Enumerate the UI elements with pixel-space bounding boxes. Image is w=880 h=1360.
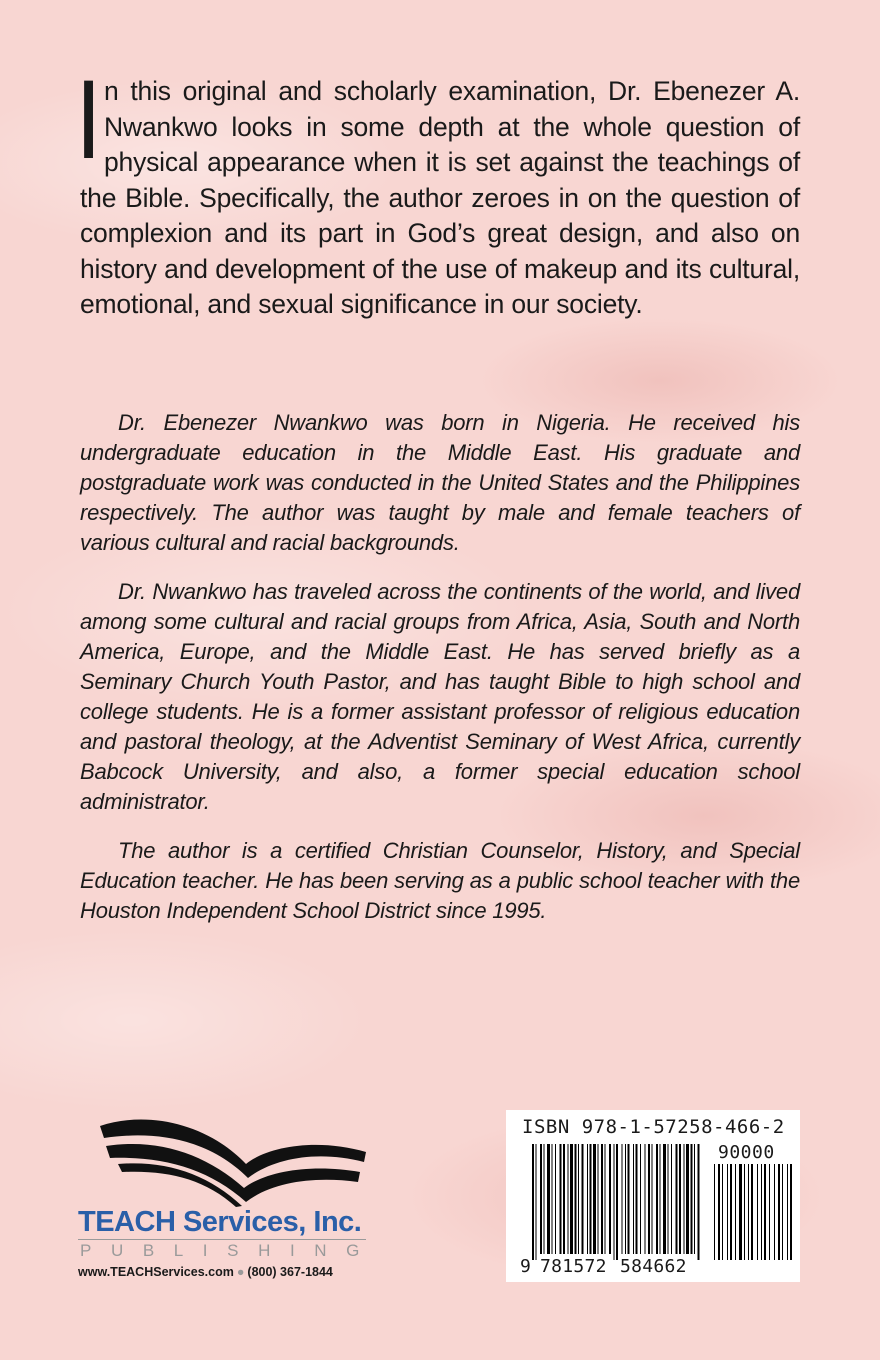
barcode-digit-group-1: 781572 bbox=[540, 1256, 607, 1277]
barcode-bar bbox=[640, 1144, 641, 1254]
drop-cap: I bbox=[80, 57, 98, 182]
price-barcode-bar bbox=[722, 1164, 723, 1260]
open-book-icon bbox=[78, 1112, 378, 1207]
logo-divider bbox=[78, 1239, 366, 1240]
price-barcode-bar bbox=[769, 1164, 770, 1260]
barcode-bar bbox=[593, 1144, 596, 1254]
price-barcode-bar bbox=[739, 1164, 742, 1260]
publisher-subtitle: PUBLISHING bbox=[80, 1241, 379, 1260]
price-barcode-bar bbox=[787, 1164, 788, 1260]
publisher-name: TEACH Services, Inc. bbox=[78, 1206, 362, 1238]
barcode-bar bbox=[645, 1144, 646, 1254]
barcode-bar bbox=[578, 1144, 579, 1254]
barcode-bar bbox=[698, 1144, 700, 1260]
barcode-bar bbox=[540, 1144, 542, 1254]
author-bio bbox=[80, 408, 800, 945]
price-barcode-bar bbox=[761, 1164, 762, 1260]
price-barcode-bar bbox=[790, 1164, 792, 1260]
barcode-bar bbox=[575, 1144, 577, 1254]
barcode-digit-group-2: 584662 bbox=[620, 1256, 687, 1277]
barcode-bar bbox=[609, 1144, 611, 1254]
barcode-bar bbox=[648, 1144, 650, 1254]
barcode-bar bbox=[547, 1144, 550, 1254]
barcode-bar bbox=[676, 1144, 678, 1254]
barcode-bar bbox=[628, 1144, 630, 1254]
price-barcode-bar bbox=[730, 1164, 732, 1260]
price-barcode-bar bbox=[744, 1164, 745, 1260]
barcode-bar bbox=[686, 1144, 689, 1254]
barcode-bar bbox=[636, 1144, 638, 1254]
barcode-bar bbox=[679, 1144, 681, 1254]
barcode-bar bbox=[590, 1144, 592, 1254]
barcode-bar bbox=[663, 1144, 666, 1254]
price-barcode-bar bbox=[714, 1164, 715, 1260]
barcode-bar bbox=[582, 1144, 584, 1254]
barcode-bar bbox=[625, 1144, 626, 1254]
barcode-bar bbox=[691, 1144, 693, 1254]
isbn-label: ISBN 978-1-57258-466-2 bbox=[522, 1116, 785, 1138]
bio-paragraph: Dr. Ebenezer Nwankwo was born in Nigeria. He received his undergraduate education in the Middle East. His graduate and postgraduate work was conducted in the United States and the Philippines respectively. The author was taught by male and female teachers of various cultural and racial backgrounds. bbox=[80, 410, 800, 555]
publisher-contact bbox=[78, 1265, 378, 1279]
barcode-bar bbox=[622, 1144, 623, 1254]
barcode-bar bbox=[656, 1144, 658, 1254]
barcode-bar bbox=[587, 1144, 588, 1254]
price-barcode-bar bbox=[778, 1164, 780, 1260]
barcode-bar bbox=[568, 1144, 569, 1254]
price-barcode-bar bbox=[757, 1164, 758, 1260]
bio-paragraph: The author is a certified Christian Counselor, History, and Special Education teacher. He has been serving as a public school teacher with the Houston Independent School District since 1995. bbox=[80, 838, 800, 923]
publisher-phone: (800) 367-1844 bbox=[247, 1265, 333, 1279]
barcode-bar bbox=[598, 1144, 599, 1254]
price-code: 90000 bbox=[718, 1142, 775, 1163]
barcode-bar bbox=[555, 1144, 556, 1254]
bio-paragraph: Dr. Nwankwo has traveled across the continents of the world, and lived among some cultural and racial groups from Africa, Asia, South and North America, Europe, and the Middle East. He has served briefly as a Seminary Church Youth Pastor, and has taught Bible to high school and college students. He is a former assistant professor of religious education and pastoral theology, at the Adventist Seminary of West Africa, currently Babcock University, and also, a former special education school administrator. bbox=[80, 579, 800, 814]
bullet-icon: ● bbox=[236, 1265, 245, 1279]
barcode-bar bbox=[544, 1144, 545, 1254]
intro-text: n this original and scholarly examination, Dr. Ebenezer A. Nwankwo looks in some depth at the whole question of physical appearance when it is set against the teachings of the Bible. Specifically, the author zeroes in on the question of complexion and its part in God’s great design, and also on history and development of the use of makeup and its cultural, emotional, and sexual significance in our society. bbox=[80, 76, 800, 319]
price-barcode-bar bbox=[774, 1164, 775, 1260]
price-barcode-bar bbox=[748, 1164, 749, 1260]
barcode-bar bbox=[684, 1144, 685, 1254]
barcode-bar bbox=[660, 1144, 661, 1254]
barcode-bar bbox=[601, 1144, 603, 1254]
barcode-bar bbox=[552, 1144, 553, 1254]
price-barcode-bar bbox=[735, 1164, 736, 1260]
barcode-bar bbox=[605, 1144, 606, 1254]
barcode-bar bbox=[536, 1144, 537, 1260]
barcode-bar bbox=[694, 1144, 695, 1254]
intro-paragraph bbox=[80, 57, 800, 323]
publisher-website: www.TEACHServices.com bbox=[78, 1265, 234, 1279]
barcode-bar bbox=[671, 1144, 672, 1254]
price-barcode-bar bbox=[782, 1164, 783, 1260]
barcode-bar bbox=[633, 1144, 634, 1254]
barcode-bar bbox=[560, 1144, 562, 1254]
barcode-bar bbox=[652, 1144, 653, 1254]
barcode-bar bbox=[563, 1144, 565, 1254]
barcode-bar bbox=[532, 1144, 534, 1260]
barcode-bar bbox=[570, 1144, 573, 1254]
barcode-bar bbox=[668, 1144, 669, 1254]
price-barcode-bar bbox=[764, 1164, 766, 1260]
price-barcode-bar bbox=[727, 1164, 728, 1260]
barcode-bar bbox=[614, 1144, 615, 1260]
isbn-barcode bbox=[506, 1110, 800, 1282]
barcode-digit-first: 9 bbox=[520, 1256, 532, 1277]
price-barcode-bar bbox=[718, 1164, 720, 1260]
barcode-bar bbox=[616, 1144, 618, 1260]
price-barcode-bar bbox=[751, 1164, 753, 1260]
